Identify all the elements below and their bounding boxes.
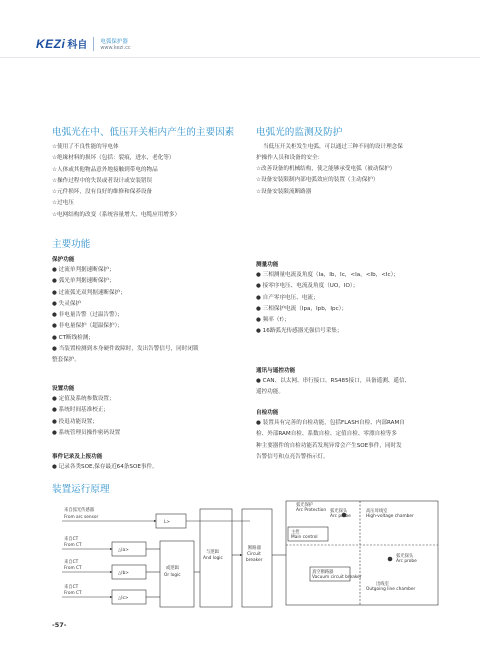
list-item: 检、外部RAM自检、系数自检、定值自检、零漂自检等多 [256, 431, 397, 438]
settings-heading: 设置功能 [52, 386, 75, 392]
ct-en-3: From CT [64, 591, 82, 596]
arc-sensor-en: From arc sensor [64, 515, 99, 520]
measurement-list [256, 270, 399, 338]
ct-en-2: From CT [64, 566, 82, 571]
events-list [52, 462, 158, 473]
list-item: ● 装置具有完善的自检功能，包括FLASH自检、内部RAM自 [256, 420, 405, 426]
list-item: ☆操作过程中的失误或者设计或安装错误 [52, 177, 153, 184]
list-item: ● 失灵保护 [52, 300, 82, 307]
protection-approach-list [256, 164, 395, 198]
list-item: ● 定值及系统参数设置； [52, 396, 115, 402]
list-item: ● 记录各类SOE,保存最近64条SOE事件。 [52, 464, 158, 470]
ct-cn-1: 来自CT [64, 537, 79, 542]
list-item: ● 非电量告警（过温告警）； [52, 312, 123, 319]
measurement-heading: 测量功能 [256, 262, 279, 268]
main-control-en: Main control [291, 535, 318, 540]
arc-probe-en: Arc probe [330, 514, 351, 519]
list-item: ● 三相测量电流及角度（Ia，Ib，Ic，<Ia，<Ib，<Ic）； [256, 272, 400, 278]
protection-list [52, 265, 199, 367]
arc-probe2-cn: 弧光探头 [396, 554, 414, 559]
header-band [0, 0, 480, 58]
logo-divider [93, 37, 94, 51]
list-item: ● CT断线检测； [52, 334, 94, 341]
and-logic-en: And logic [203, 556, 223, 561]
section3-title: 装置运行原理 [52, 484, 110, 495]
or-logic-cn: 或逻辑 [166, 566, 179, 571]
circuit-breaker-en2: breaker [246, 558, 263, 563]
page-number: -57- [52, 621, 67, 629]
settings-list [52, 394, 120, 439]
and-logic-cn: 与逻辑 [206, 550, 219, 555]
circuit-breaker-en1: Circuit [247, 552, 261, 557]
list-item: ● 过流弧光双判据速断保护； [52, 289, 126, 296]
list-item: ☆元件损坏，没有良好的维修和保养设备 [52, 189, 153, 196]
diagram-svg [60, 499, 440, 609]
arc-probe-cn: 弧光探头 [330, 509, 348, 514]
arc-sensor-cn: 来自弧光传感器 [64, 508, 95, 513]
list-item: ☆设备安装限制内部电弧效应的装置（主动保护） [256, 177, 379, 184]
outgoing-chamber-en: Outgoing line chamber [366, 587, 416, 592]
ib-label: △Ib> [118, 571, 129, 576]
list-item: 遥控功能。 [256, 389, 284, 396]
list-item: ☆绝缘材料的损坏（包括：裂痕，进水，老化等） [52, 155, 175, 162]
list-item: ☆使用了不良性能的导电体 [52, 144, 119, 150]
list-item: ● 系统管理员操作密码设置 [52, 429, 121, 436]
arc-probe-dot [388, 557, 392, 561]
ia-label: △Ia> [118, 548, 129, 553]
protection-intro-line1: 当低压开关柜发生电弧，可以通过三种不同的设计理念保 [263, 144, 403, 150]
list-item: ● CAN、以太网、串行接口、RS485接口，具备遥测、遥信、 [256, 378, 411, 384]
main-control-cn: 主控 [291, 530, 300, 535]
arc-probe2-en: Arc probe [396, 559, 417, 564]
website: www.kezi.cc [100, 44, 131, 51]
protection-intro-line2: 护操作人员和设备的安全： [256, 155, 324, 161]
list-item: ● 16路弧光传感器光强信号采集； [256, 328, 343, 335]
or-logic-en: Or logic [164, 573, 181, 578]
list-item: 整套保护。 [52, 357, 80, 364]
list-item: ● 当装置检测到本身硬件故障时，发出告警信号，同时闭锁 [52, 346, 199, 353]
list-item: ☆过电压 [52, 200, 74, 207]
l-gt-label: L> [164, 520, 170, 525]
section1-title-left: 电弧光在中、低压开关柜内产生的主要因素 [52, 127, 235, 138]
outgoing-chamber-cn: 出线室 [376, 582, 389, 587]
logo-sub [100, 37, 130, 51]
ct-cn-2: 来自CT [64, 560, 79, 565]
ic-label: △Ic> [118, 596, 129, 601]
list-item: ● 非电量保护（超温保护）； [52, 323, 123, 330]
events-heading: 事件记录及上报功能 [52, 454, 103, 460]
communication-heading: 通讯与遥控功能 [256, 368, 296, 374]
list-item: ● 自产零序电压、电流； [256, 294, 319, 301]
logo [36, 36, 131, 51]
logo-cn: 科自 [67, 40, 88, 51]
selfcheck-list [256, 418, 405, 463]
circuit-breaker-cn: 断路器 [248, 546, 261, 551]
ct-en-1: From CT [64, 543, 82, 548]
list-item: ● 频率（f）； [256, 317, 290, 324]
ct-cn-3: 来自CT [64, 585, 79, 590]
l-gt-box [156, 514, 186, 528]
hv-chamber-cn: 高压母线室 [366, 509, 388, 514]
list-item: ● 投退功能设置； [52, 418, 98, 425]
section2-title: 主要功能 [52, 239, 91, 250]
list-item: 种主要器件的自检功能若发现异常会产生SOE事件，同时发 [256, 442, 402, 449]
list-item: ☆设备安装限流断路器 [256, 188, 312, 195]
list-item: ● 弧光单判据速断保护； [52, 278, 115, 285]
communication-list [256, 376, 410, 399]
selfcheck-heading: 自检功能 [256, 410, 279, 416]
protection-heading: 保护功能 [52, 257, 75, 263]
causes-list [52, 142, 180, 221]
vacuum-breaker-en: Vacuum circuit breaker [312, 575, 362, 580]
arc-protection-cn: 弧光保护 [296, 503, 314, 508]
list-item: ● 系统时间基准校正； [52, 407, 110, 414]
logo-mark: KEZi [36, 36, 66, 51]
list-item: ☆人体或其他物品意外地接触到带电的物品 [52, 166, 158, 173]
list-item: ☆电网结构的改变（系统容量增大、电缆应用增多） [52, 211, 181, 218]
arc-protection-en: Arc Protection [296, 508, 327, 513]
list-item: ● 三相保护电流（Ipa，Ipb，Ipc）； [256, 305, 348, 312]
list-item: ● 接零序电压、电流及角度（UO，IO）； [256, 283, 359, 290]
list-item: 告警信号和点亮告警指示灯。 [256, 453, 329, 460]
vacuum-breaker-cn: 真空断路器 [312, 570, 334, 575]
tagline: 电弧保护器 [100, 38, 128, 45]
operating-principle-diagram [60, 499, 440, 609]
list-item: ☆改善设备的机械结构，使之能够承受电弧（被动保护） [256, 166, 396, 172]
list-item: ● 过流单判据速断保护； [52, 267, 115, 273]
section1-title-right: 电弧光的监测及防护 [256, 127, 343, 138]
hv-chamber-en: High-voltage chamber [366, 514, 414, 519]
